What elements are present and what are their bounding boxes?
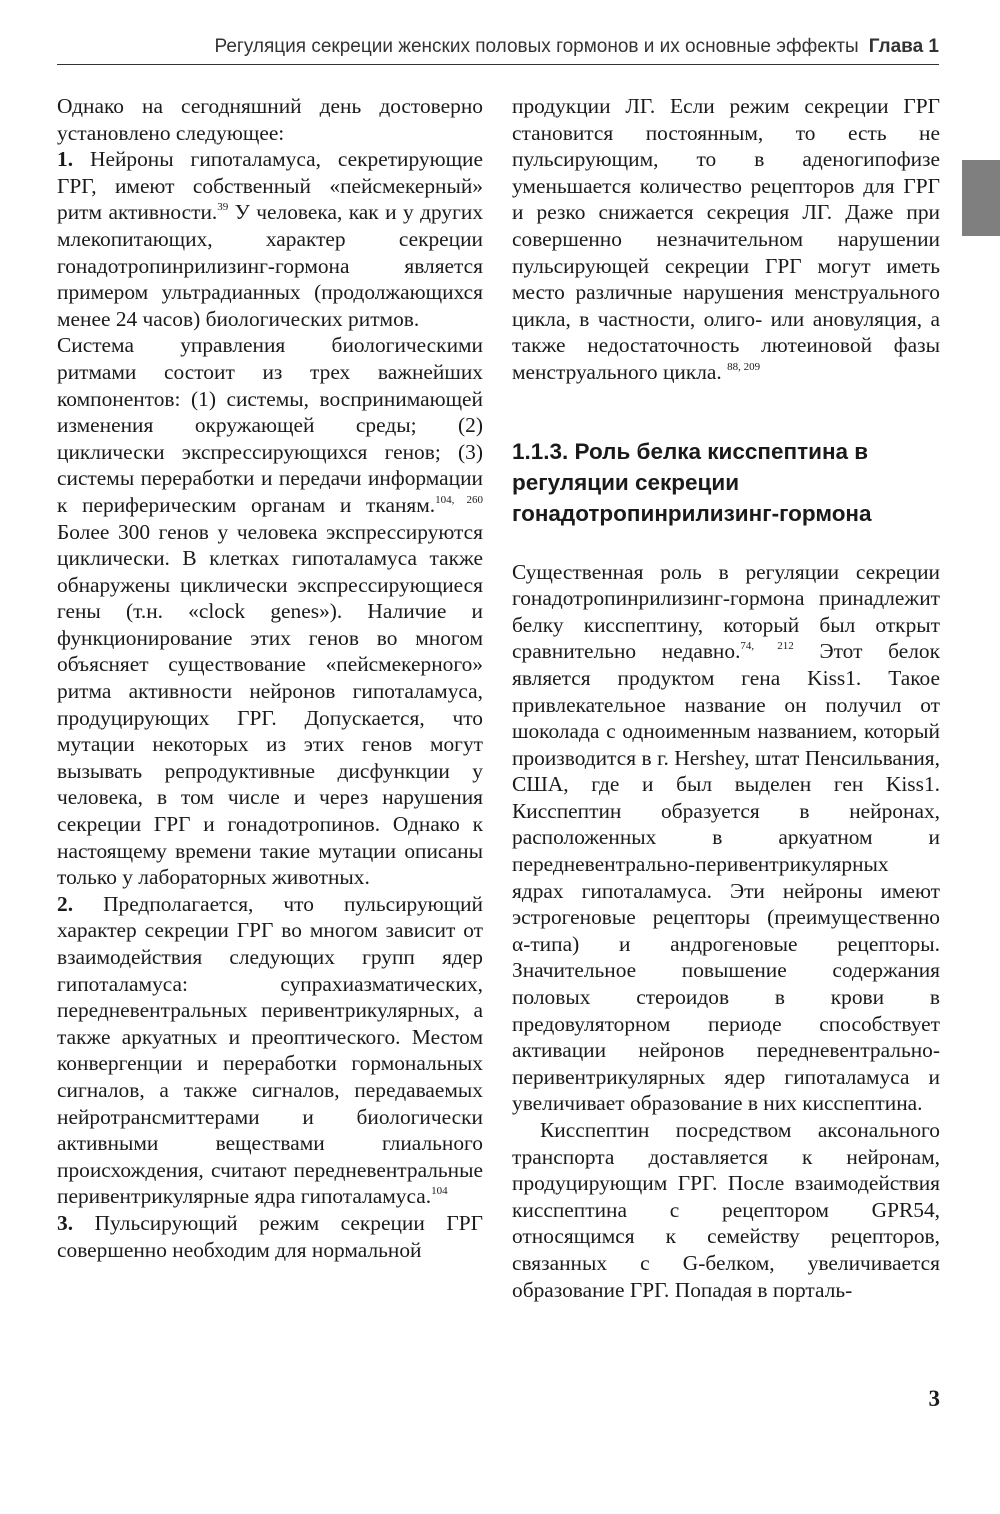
left-column	[57, 93, 483, 1263]
paragraph-rhythms: Система управления биологическими ритмами состоит из трех важнейших компонентов: (1) системы, воспринимающей изменения окружающей среды; (2) циклически экспрессирующихся генов; (3) системы переработки и передачи информации к периферическим органам и тканям.$^{104, 260}$ Более 300 генов у человека экспрессируются циклически. В клетках гипоталамуса также обнаружены циклически экспрессирующиеся гены (т.н. «clock genes»). Наличие и функционирование этих генов во многом объясняет существование «пейсмекерного» ритма активности нейронов гипоталамуса, продуцирующих ГРГ. Допускается, что мутации некоторых из этих генов могут вызывать репродуктивные дисфункции у человека, в том числе и через нарушения секреции ГРГ и гонадотропинов. Однако к настоящему времени такие мутации описаны только у лабораторных животных.	[57, 333, 484, 890]
citation: 74, 212	[740, 640, 794, 653]
list-number-2: 2.	[57, 891, 74, 916]
paragraph-transport: Кисспептин посредством аксонального транспорта доставляется к нейронам, продуцирующим ГРГ. После взаимодействия кисспептина с рецептором GPR54, относящимся к семейству рецепторов, связанных с G-белком, увеличивается образование ГРГ. Попадая в порталь-	[512, 1118, 940, 1302]
list-number-3: 3.	[57, 1210, 74, 1235]
list-number-1: 1.	[57, 147, 74, 172]
header-chapter: Глава 1	[868, 36, 939, 57]
paragraph-lh: продукции ЛГ. Если режим секреции ГРГ становится постоянным, то есть не пульсирующим, то в аденогипофизе уменьшается количество рецепторов для ГРГ и резко снижается секреция ЛГ. Даже при совершенно незначительном нарушении пульсирующей секреции ГРГ могут иметь место различные нарушения менструального цикла, в частности, олиго- или ановуляция, а также недостаточность лютеиновой фазы менструального цикла. $^{88, 209}$	[512, 94, 940, 384]
chapter-thumb-tab	[962, 160, 1000, 236]
citation: 88, 209	[727, 360, 761, 373]
paragraph-intro: Однако на сегодняшний день достоверно установлено следующее:	[57, 94, 483, 145]
list-item-1: 1. Нейроны гипоталамуса, секретирующие ГРГ, имеют собственный «пейсмекерный» ритм активности.$^{39}$ У человека, как и у других млекопитающих, характер секреции гонадотропинрилизинг-гормона является примером ультрадианных (продолжающихся менее 24 часов) биологических ритмов.	[57, 147, 484, 331]
right-column	[512, 93, 940, 1303]
list-item-2: 2. Предполагается, что пульсирующий характер секреции ГРГ во многом зависит от взаимодействия следующих групп ядер гипоталамуса: супрахиазматических, передневентральных перивентрикулярных, а также аркуатных и преоптического. Местом конвергенции и переработки гормональных сигналов, а также сигналов, передаваемых нейротрансмиттерами и биологически активными веществами глиального происхождения, считают передневентральные перивентрикулярные ядра гипоталамуса.$^{104}$	[57, 891, 483, 1209]
running-header	[57, 36, 939, 65]
paragraph-kisspeptin: Существенная роль в регуляции секреции гонадотропинрилизинг-гормона принадлежит белку кисспептину, который был открыт сравнительно недавно.$^{74, 212}$ Этот белок является продуктом гена Kiss1. Такое привлекательное название он получил от шоколада с одноименным названием, который производится в г. Hershey, штат Пенсильвания, США, где и был выделен ген Kiss1. Кисспептин образуется в нейронах, расположенных в аркуатном и передневентрально-перивентрикулярных ядрах гипоталамуса. Эти нейроны имеют эстрогеновые рецепторы (преимущественно α-типа) и андрогеновые рецепторы. Значительное повышение содержания половых стероидов в крови в предовуляторном периоде способствует активации нейронов передневентрально-перивентрикулярных ядер гипоталамуса и увеличивает образование в них кисспептина.	[512, 559, 940, 1116]
page-number: 3	[928, 1386, 940, 1411]
section-heading: 1.1.3. Роль белка кисспептина в регуляции секреции гонадотропинрилизинг-гормона	[512, 438, 872, 526]
citation: 104, 260	[435, 493, 484, 506]
citation: 104	[431, 1185, 448, 1198]
list-item-3: 3. Пульсирующий режим секреции ГРГ совершенно необходим для нормальной	[57, 1210, 483, 1262]
header-title: Регуляция секреции женских половых гормонов и их основные эффекты	[214, 36, 859, 57]
citation: 39	[217, 201, 229, 214]
